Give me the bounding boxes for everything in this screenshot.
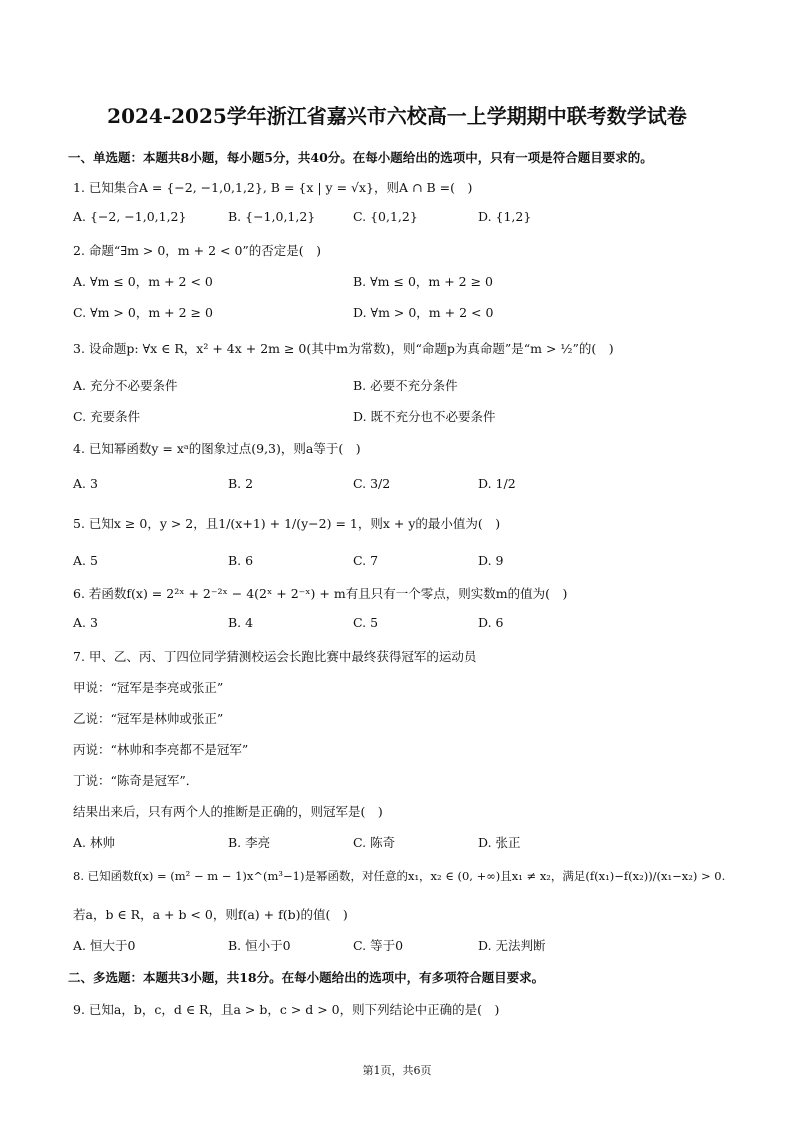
question-7-option-d: D. 张正 xyxy=(478,835,521,850)
page-title: 2024-2025学年浙江省嘉兴市六校高一上学期期中联考数学试卷 xyxy=(107,104,687,128)
question-6-option-c: C. 5 xyxy=(353,615,379,630)
question-5-option-a: A. 5 xyxy=(73,553,98,568)
question-2-option-a: A. ∀m ≤ 0，m + 2 < 0 xyxy=(73,274,213,289)
question-7-statement-jia: 甲说：“冠军是李亮或张正” xyxy=(73,680,224,695)
question-5-option-c: C. 7 xyxy=(353,553,379,568)
question-7-conclusion: 结果出来后，只有两个人的推断是正确的，则冠军是( ) xyxy=(73,804,383,819)
question-8-option-b: B. 恒小于0 xyxy=(228,938,291,953)
question-3-stem: 3. 设命题p: ∀x ∈ R，x² + 4x + 2m ≥ 0(其中m为常数)，则“命题p为真命题”是“m > ½”的( ) xyxy=(73,341,614,356)
page-footer: 第1页，共6页 xyxy=(362,1064,432,1077)
question-6-stem: 6. 若函数f(x) = 2²ˣ + 2⁻²ˣ − 4(2ˣ + 2⁻ˣ) + m有且只有一个零点，则实数m的值为( ) xyxy=(73,586,568,601)
question-3-option-c: C. 充要条件 xyxy=(73,409,141,424)
question-4-option-a: A. 3 xyxy=(73,476,98,491)
question-1-option-a: A. {−2, −1,0,1,2} xyxy=(73,209,187,224)
question-5-stem: 5. 已知x ≥ 0，y > 2，且1/(x+1) + 1/(y−2) = 1，则x + y的最小值为( ) xyxy=(73,516,501,531)
question-7-option-a: A. 林帅 xyxy=(73,835,115,850)
question-4-option-d: D. 1/2 xyxy=(478,476,516,491)
question-7-option-c: C. 陈奇 xyxy=(353,835,396,850)
question-7-statement-bing: 丙说：“林帅和李亮都不是冠军” xyxy=(73,742,249,757)
question-8-option-d: D. 无法判断 xyxy=(478,938,546,953)
question-7-statement-yi: 乙说：“冠军是林帅或张正” xyxy=(73,711,224,726)
question-1-option-c: C. {0,1,2} xyxy=(353,209,418,224)
question-6-option-d: D. 6 xyxy=(478,615,504,630)
question-9-stem: 9. 已知a，b，c，d ∈ R，且a > b，c > d > 0，则下列结论中正确的是( ) xyxy=(73,1002,500,1017)
question-7-option-b: B. 李亮 xyxy=(228,835,271,850)
question-4-option-b: B. 2 xyxy=(228,476,254,491)
question-8-condition: 若a，b ∈ R，a + b < 0，则f(a) + f(b)的值( ) xyxy=(73,907,348,922)
question-3-option-d: D. 既不充分也不必要条件 xyxy=(353,409,496,424)
question-4-stem: 4. 已知幂函数y = xᵃ的图象过点(9,3)，则a等于( ) xyxy=(73,441,361,456)
question-2-stem: 2. 命题“∃m > 0，m + 2 < 0”的否定是( ) xyxy=(73,243,322,258)
question-3-option-b: B. 必要不充分条件 xyxy=(353,378,458,393)
question-4-option-c: C. 3/2 xyxy=(353,476,391,491)
question-6-option-a: A. 3 xyxy=(73,615,98,630)
question-3-option-a: A. 充分不必要条件 xyxy=(73,378,178,393)
question-8-stem: 8. 已知函数f(x) = (m² − m − 1)x^(m³−1)是幂函数，对任意的x₁，x₂ ∈ (0, +∞)且x₁ ≠ x₂，满足(f(x₁)−f(x₂))/(x₁−x₂) > 0. xyxy=(73,869,726,883)
question-8-option-a: A. 恒大于0 xyxy=(73,938,136,953)
question-5-option-d: D. 9 xyxy=(478,553,504,568)
question-2-option-b: B. ∀m ≤ 0，m + 2 ≥ 0 xyxy=(353,274,494,289)
question-1-stem: 1. 已知集合A = {−2, −1,0,1,2}, B = {x | y = √x}，则A ∩ B =( ) xyxy=(73,180,473,195)
section-heading-single-choice: 一、单选题：本题共8小题，每小题5分，共40分。在每小题给出的选项中，只有一项是符合题目要求的。 xyxy=(68,150,653,165)
question-5-option-b: B. 6 xyxy=(228,553,254,568)
section-heading-multiple-choice: 二、多选题：本题共3小题，共18分。在每小题给出的选项中，有多项符合题目要求。 xyxy=(68,970,545,985)
question-6-option-b: B. 4 xyxy=(228,615,254,630)
question-1-option-b: B. {−1,0,1,2} xyxy=(228,209,316,224)
question-7-stem: 7. 甲、乙、丙、丁四位同学猜测校运会长跑比赛中最终获得冠军的运动员 xyxy=(73,649,477,664)
question-1-option-d: D. {1,2} xyxy=(478,209,532,224)
question-7-statement-ding: 丁说：“陈奇是冠军”． xyxy=(73,773,199,788)
question-8-option-c: C. 等于0 xyxy=(353,938,404,953)
question-2-option-c: C. ∀m > 0，m + 2 ≥ 0 xyxy=(73,305,213,320)
question-2-option-d: D. ∀m > 0，m + 2 < 0 xyxy=(353,305,494,320)
